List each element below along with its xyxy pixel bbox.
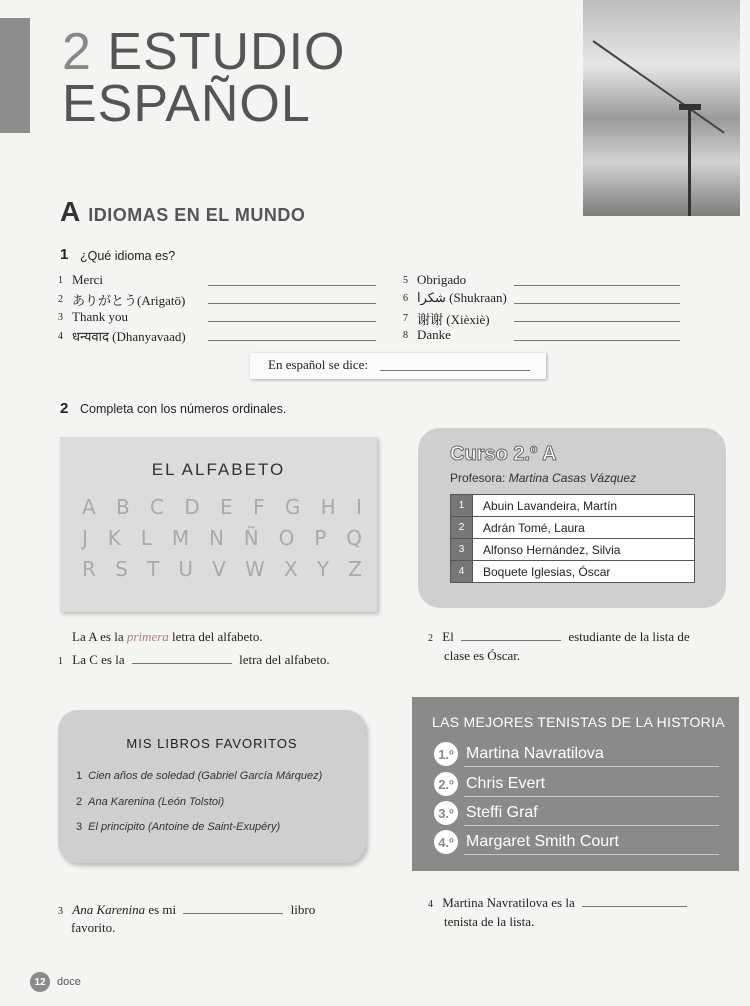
curso-title: Curso 2.º A	[450, 443, 557, 465]
sentence-4	[428, 895, 691, 911]
student-name: Alfonso Hernández, Silvia	[473, 539, 695, 561]
word-item	[58, 290, 185, 309]
table-row	[451, 561, 695, 583]
item-word: Thank you	[72, 309, 128, 324]
tenista-item	[434, 829, 619, 855]
answer-line[interactable]	[380, 370, 530, 371]
item-number: 3	[76, 821, 83, 833]
tenista-name: Chris Evert	[466, 775, 546, 792]
libros-title: MIS LIBROS FAVORITOS	[126, 736, 298, 751]
item-word: धन्यवाद (Dhanyavaad)	[72, 329, 186, 344]
table-row	[451, 517, 695, 539]
book-author: (Antoine de Saint-Exupéry)	[148, 821, 281, 833]
table-row	[451, 495, 695, 517]
book-item	[76, 821, 280, 833]
letter: B	[116, 495, 130, 519]
letter: E	[220, 495, 233, 519]
letter: S	[115, 557, 128, 581]
rank-badge: 1.º	[434, 742, 458, 766]
letter: L	[140, 526, 152, 550]
answer-line[interactable]	[514, 321, 680, 322]
tenista-item	[434, 741, 604, 767]
divider	[464, 796, 719, 797]
book-item	[76, 770, 322, 782]
sentence-text: letra del alfabeto.	[172, 629, 263, 644]
sentence-number: 3	[58, 906, 63, 917]
answer-line[interactable]	[514, 303, 680, 304]
sentence-number: 4	[428, 899, 433, 910]
letter: Q	[346, 526, 362, 550]
letter: I	[356, 495, 362, 519]
answer-line[interactable]	[183, 913, 283, 914]
item-number: 3	[58, 311, 63, 323]
rank-badge: 2.º	[434, 772, 458, 796]
sentence-2	[428, 629, 690, 645]
word-item	[403, 309, 490, 328]
divider	[464, 854, 719, 855]
word-item	[58, 327, 186, 345]
sentence-text: libro	[290, 902, 316, 917]
prof-label: Profesora:	[450, 471, 506, 485]
book-title: Ana Karenina	[88, 796, 155, 808]
section-a-heading	[60, 196, 305, 228]
divider	[464, 766, 719, 767]
answer-line[interactable]	[132, 663, 232, 664]
section-letter: A	[60, 196, 81, 227]
word-item	[403, 327, 451, 343]
sentence-text: Martina Navratilova es la	[442, 895, 575, 910]
word-item	[403, 290, 507, 306]
letter: T	[146, 557, 160, 581]
letter: R	[82, 557, 96, 581]
item-number: 2	[76, 796, 83, 808]
dice-label: En español se dice:	[268, 357, 368, 372]
item-word: Merci	[72, 272, 104, 287]
example-sentence	[72, 629, 263, 645]
exercise1-instruction: ¿Qué idioma es?	[80, 249, 176, 263]
student-name: Adrán Tomé, Laura	[473, 517, 695, 539]
sentence-4-line2: tenista de la lista.	[444, 914, 535, 929]
letter: N	[208, 526, 224, 550]
book-item	[76, 796, 224, 808]
unit-bar	[0, 18, 30, 133]
letter: J	[82, 526, 88, 550]
tenista-item	[434, 800, 538, 826]
letter: P	[314, 526, 327, 550]
unit-number: 2	[62, 23, 92, 81]
tenistas-title: LAS MEJORES TENISTAS DE LA HISTORIA	[432, 714, 725, 730]
letter: Ñ	[243, 526, 259, 550]
sentence-number: 1	[58, 656, 63, 667]
book-title: El principito	[88, 821, 145, 833]
alfabeto-title: EL ALFABETO	[151, 460, 286, 479]
tenista-name: Martina Navratilova	[466, 745, 604, 762]
profesora-line	[450, 471, 636, 485]
answer-line[interactable]	[461, 640, 561, 641]
book-author: (Gabriel García Márquez)	[197, 770, 323, 782]
row-number: 2	[451, 517, 473, 539]
page-number: 12	[30, 972, 50, 992]
section-title: IDIOMAS EN EL MUNDO	[88, 205, 306, 225]
student-name: Boquete Iglesias, Óscar	[473, 561, 695, 583]
letter: M	[171, 526, 190, 550]
unit-title-line2: ESPAÑOL	[62, 75, 311, 133]
letter: Y	[316, 557, 330, 581]
answer-line[interactable]	[208, 340, 376, 341]
item-number: 2	[58, 294, 63, 305]
tenista-name: Steffi Graf	[466, 804, 538, 821]
letter: Z	[348, 557, 362, 581]
sentence-text: estudiante de la lista de	[568, 629, 690, 644]
item-number: 5	[403, 274, 408, 286]
letter: H	[320, 495, 336, 519]
sentence-number: 2	[428, 633, 433, 644]
answer-line[interactable]	[514, 340, 680, 341]
prof-name: Martina Casas Vázquez	[508, 471, 637, 485]
alphabet-row	[82, 526, 362, 550]
sentence-1	[58, 652, 330, 668]
curso-box	[418, 428, 726, 608]
item-number: 4	[58, 330, 63, 342]
tenista-item	[434, 771, 545, 797]
unit-title-line1: ESTUDIO	[107, 23, 346, 81]
page-word: doce	[57, 976, 81, 988]
alphabet-row	[82, 495, 362, 519]
example-answer: primera	[126, 629, 169, 644]
sentence-3	[58, 902, 315, 918]
word-item	[58, 272, 103, 288]
row-number: 3	[451, 539, 473, 561]
tenista-name: Margaret Smith Court	[466, 833, 619, 850]
alphabet-row	[82, 557, 362, 581]
divider	[464, 825, 719, 826]
book-author: (León Tolstoi)	[157, 796, 225, 808]
lamp-pole	[688, 108, 691, 216]
sentence-text: letra del alfabeto.	[239, 652, 330, 667]
en-espanol-box	[250, 353, 546, 379]
item-number: 1	[58, 274, 63, 286]
answer-line[interactable]	[208, 285, 376, 286]
item-number: 1	[76, 770, 83, 782]
exercise1-number: 1	[60, 246, 69, 263]
answer-line[interactable]	[208, 303, 376, 304]
letter: O	[278, 526, 295, 550]
sky-photo	[583, 0, 740, 216]
answer-line[interactable]	[582, 906, 687, 907]
answer-line[interactable]	[208, 321, 376, 322]
letter: G	[284, 495, 301, 519]
unit-title	[62, 23, 346, 133]
student-name: Abuin Lavandeira, Martín	[473, 495, 695, 517]
exercise2-instruction: Completa con los números ordinales.	[80, 402, 287, 416]
rank-badge: 3.º	[434, 801, 458, 825]
letter: F	[253, 495, 265, 519]
sentence-text: La C es la	[72, 652, 125, 667]
letter: V	[212, 557, 226, 581]
letter: X	[283, 557, 298, 581]
item-word: ありがとう(Arigatō)	[72, 293, 186, 308]
item-word: Danke	[417, 327, 451, 342]
letter: C	[150, 495, 165, 519]
sentence-text: La A es la	[72, 629, 124, 644]
word-item	[403, 272, 466, 288]
book-title: Cien años de soledad	[88, 770, 195, 782]
letter: W	[245, 557, 265, 581]
item-word: 谢谢 (Xièxiè)	[417, 312, 490, 327]
word-item	[58, 309, 128, 325]
answer-line[interactable]	[514, 285, 680, 286]
letter: D	[184, 495, 200, 519]
item-number: 8	[403, 329, 408, 341]
letter: K	[107, 526, 121, 550]
item-number: 7	[403, 313, 408, 324]
alfabeto-box	[60, 437, 377, 612]
item-number: 6	[403, 292, 408, 304]
libros-box	[58, 710, 366, 863]
row-number: 4	[451, 561, 473, 583]
row-number: 1	[451, 495, 473, 517]
flag-string	[592, 40, 724, 133]
sentence-text: es mi	[148, 902, 177, 917]
tenistas-box	[412, 697, 739, 871]
student-table	[450, 494, 695, 583]
item-word: Obrigado	[417, 272, 467, 287]
exercise2-number: 2	[60, 400, 69, 417]
sentence-3-line2: favorito.	[71, 920, 116, 935]
sentence-text: El	[442, 629, 454, 644]
book-reference: Ana Karenina	[72, 902, 146, 917]
letter: A	[82, 495, 96, 519]
item-word: شكرا (Shukraan)	[417, 290, 507, 305]
letter: U	[178, 557, 193, 581]
sentence-2-line2: clase es Óscar.	[444, 648, 521, 663]
rank-badge: 4.º	[434, 830, 458, 854]
table-row	[451, 539, 695, 561]
